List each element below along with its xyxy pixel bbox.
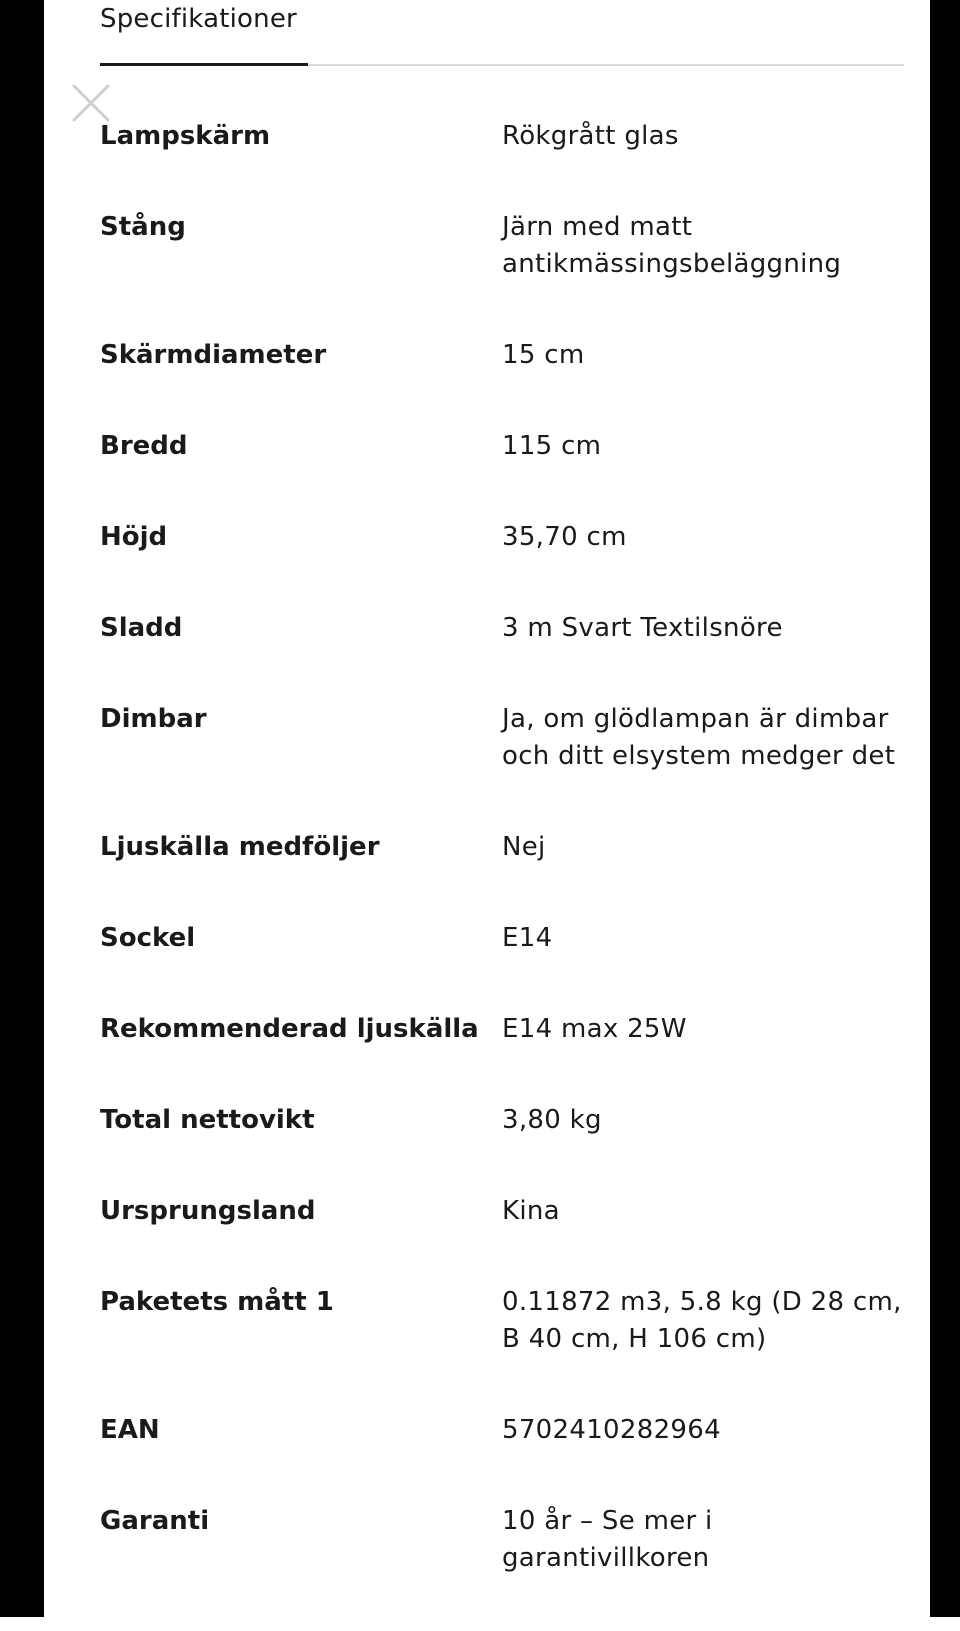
- spec-label: Lampskärm: [100, 121, 271, 151]
- spec-row-skarmdiameter: [100, 337, 904, 374]
- tab-specifikationer[interactable]: Specifikationer: [100, 4, 297, 34]
- spec-label: Garanti: [100, 1506, 210, 1536]
- spec-value: 3 m Svart Textilsnöre: [502, 613, 783, 643]
- spec-value: E14 max 25W: [502, 1014, 687, 1044]
- spec-value: Nej: [502, 832, 546, 862]
- spec-row-total-nettovikt: [100, 1102, 904, 1139]
- spec-row-bredd: [100, 428, 904, 465]
- spec-label: Bredd: [100, 431, 188, 461]
- spec-value: 35,70 cm: [502, 522, 627, 552]
- left-edge-bar: [0, 0, 44, 1617]
- spec-value: 15 cm: [502, 340, 585, 370]
- spec-label: Höjd: [100, 522, 168, 552]
- spec-value: Järn med matt antikmässingsbeläggning: [502, 212, 842, 279]
- spec-label: Dimbar: [100, 704, 207, 734]
- spec-label: Total nettovikt: [100, 1105, 315, 1135]
- spec-label: Stång: [100, 212, 186, 242]
- spec-label: Sladd: [100, 613, 183, 643]
- spec-value: Ja, om glödlampan är dimbar och ditt elsystem medger det: [502, 704, 896, 771]
- spec-value: E14: [502, 923, 553, 953]
- spec-table: [100, 118, 904, 1631]
- spec-label: EAN: [100, 1415, 160, 1445]
- spec-value: Rökgrått glas: [502, 121, 679, 151]
- spec-label: Rekommenderad ljuskälla: [100, 1014, 479, 1044]
- spec-row-dimbar: [100, 701, 904, 775]
- spec-row-rekommenderad-ljuskalla: [100, 1011, 904, 1048]
- spec-value: 10 år – Se mer i garantivillkoren: [502, 1506, 713, 1573]
- spec-label: Sockel: [100, 923, 196, 953]
- spec-row-hojd: [100, 519, 904, 556]
- spec-row-ean: [100, 1412, 904, 1449]
- spec-value: 5702410282964: [502, 1415, 721, 1445]
- spec-label: Paketets mått 1: [100, 1287, 334, 1317]
- right-edge-bar: [930, 0, 960, 1617]
- spec-label: Ljuskälla medföljer: [100, 832, 380, 862]
- spec-row-stang: [100, 209, 904, 283]
- spec-row-paketets-matt: [100, 1284, 904, 1358]
- spec-value: 115 cm: [502, 431, 602, 461]
- spec-row-sladd: [100, 610, 904, 647]
- tab-active-indicator: [100, 63, 308, 66]
- spec-label: Ursprungsland: [100, 1196, 316, 1226]
- spec-value: Kina: [502, 1196, 560, 1226]
- spec-row-lampskarm: [100, 118, 904, 155]
- spec-row-ljuskalla-medfoljer: [100, 829, 904, 866]
- spec-row-sockel: [100, 920, 904, 957]
- spec-value: 3,80 kg: [502, 1105, 602, 1135]
- spec-label: Skärmdiameter: [100, 340, 327, 370]
- tab-bar: [100, 0, 904, 70]
- spec-value: 0.11872 m3, 5.8 kg (D 28 cm, B 40 cm, H 106 cm): [502, 1287, 902, 1354]
- spec-row-garanti: [100, 1503, 904, 1577]
- spec-row-ursprungsland: [100, 1193, 904, 1230]
